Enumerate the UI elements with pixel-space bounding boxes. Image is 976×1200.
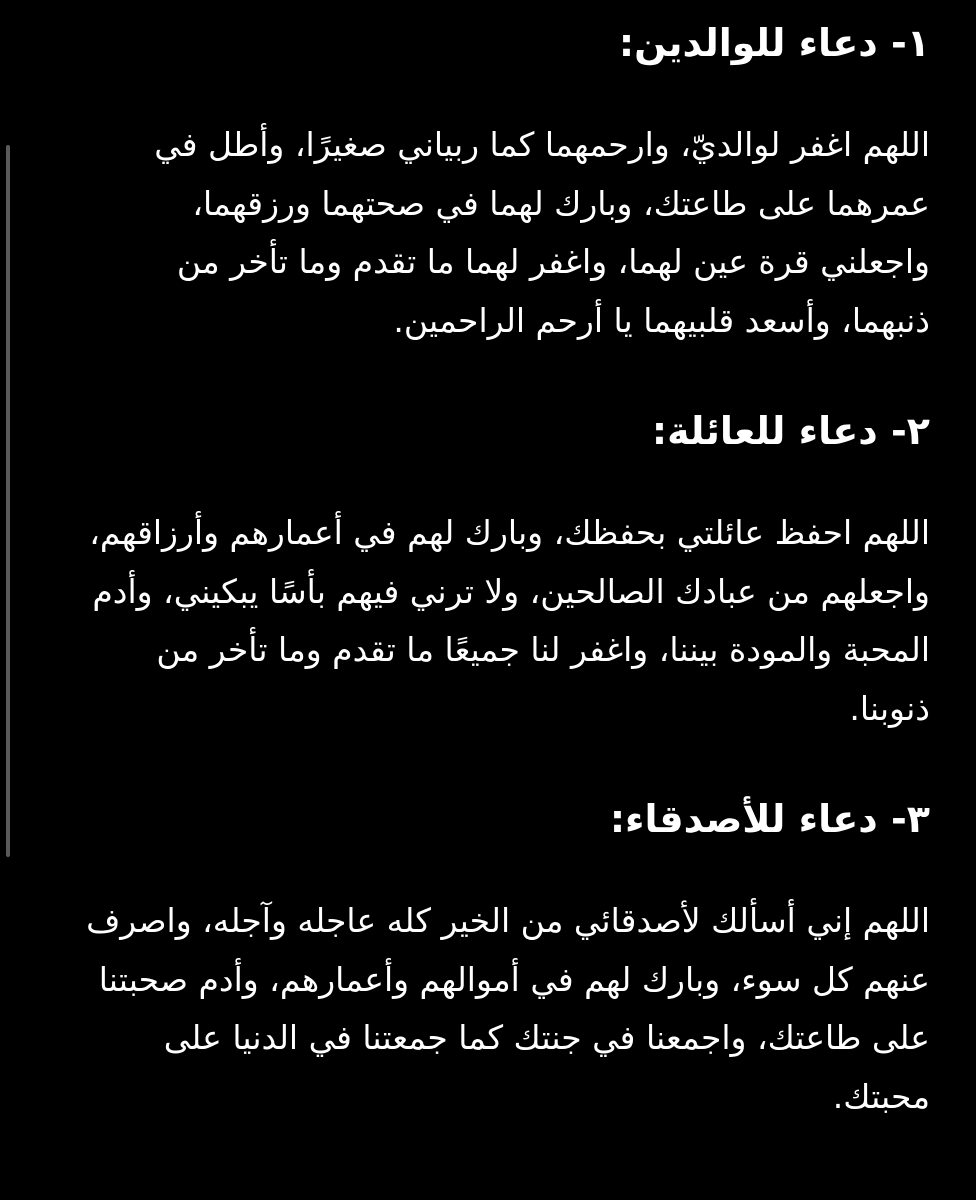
section-text-family: اللهم احفظ عائلتي بحفظك، وبارك لهم في أعمارهم وأرزاقهم، واجعلهم من عبادك الصالحين، ولا ترني فيهم بأسًا يبكيني، وأدم المحبة والمودة بيننا، واغفر لنا جميعًا ما تقدم وما تأخر من ذنوبنا.	[89, 513, 930, 728]
section-heading-parents: ١- دعاء للوالدين:	[618, 21, 930, 65]
section-heading-friends: ٣- دعاء للأصدقاء:	[609, 797, 930, 841]
section-heading-family: ٢- دعاء للعائلة:	[651, 409, 930, 453]
scrollbar[interactable]	[6, 145, 10, 857]
document-content	[80, 0, 930, 1126]
section-text-parents: اللهم اغفر لوالديّ، وارحمهما كما ربياني صغيرًا، وأطل في عمرهما على طاعتك، وبارك لهما في صحتهما ورزقهما، واجعلني قرة عين لهما، واغفر لهما ما تقدم وما تأخر من ذنبهما، وأسعد قلبيهما يا أرحم الراحمين.	[154, 125, 930, 340]
section-text-friends: اللهم إني أسألك لأصدقائي من الخير كله عاجله وآجله، واصرف عنهم كل سوء، وبارك لهم في أموالهم وأعمارهم، وأدم صحبتنا على طاعتك، واجمعنا في جنتك كما جمعتنا في الدنيا على محبتك.	[86, 901, 930, 1116]
